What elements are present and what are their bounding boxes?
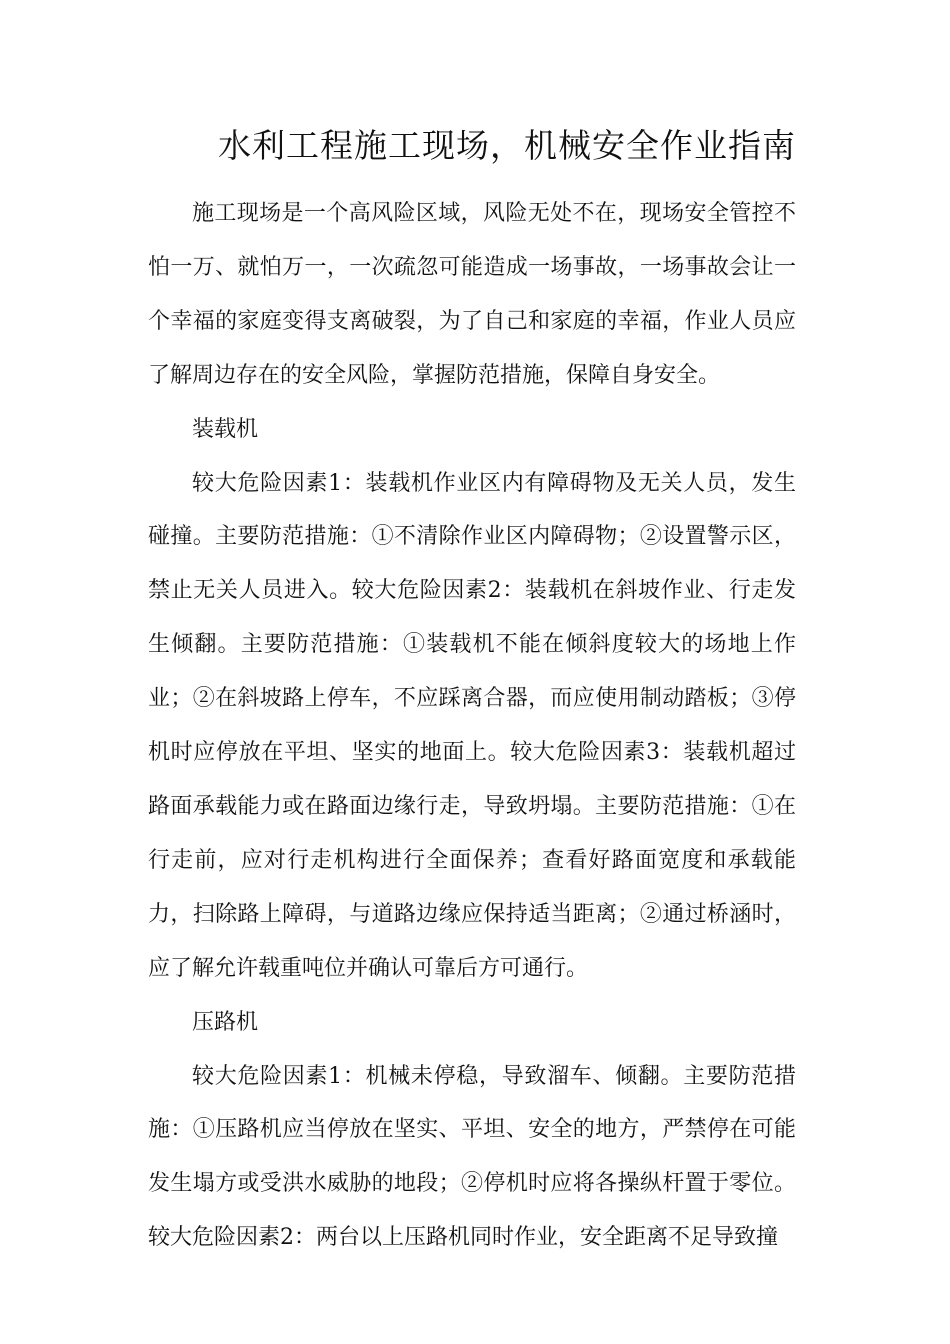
document-page <box>148 0 796 1344</box>
section-heading-loader: 装载机 <box>192 416 259 442</box>
loader-hazards-paragraph: 较大危险因素1：装载机作业区内有障碍物及无关人员，发生碰撞。主要防范措施：①不清除作业区内障碍物；②设置警示区，禁止无关人员进入。较大危险因素2：装载机在斜坡作业、行走发生倾翻。主要防范措施：①装载机不能在倾斜度较大的场地上作业；②在斜坡路上停车，不应踩离合器，而应使用制动踏板；③停机时应停放在平坦、坚实的地面上。较大危险因素3：装载机超过路面承载能力或在路面边缘行走，导致坍塌。主要防范措施：①在行走前，应对行走机构进行全面保养；查看好路面宽度和承载能力，扫除路上障碍，与道路边缘应保持适当距离；②通过桥涵时，应了解允许载重吨位并确认可靠后方可通行。 <box>148 470 796 981</box>
section-heading-roller: 压路机 <box>192 1009 259 1035</box>
intro-paragraph: 施工现场是一个高风险区域，风险无处不在，现场安全管控不怕一万、就怕万一，一次疏忽可能造成一场事故，一场事故会让一个幸福的家庭变得支离破裂，为了自己和家庭的幸福，作业人员应了解周边存在的安全风险，掌握防范措施，保障自身安全。 <box>148 201 796 388</box>
document-body <box>148 187 796 1265</box>
roller-hazards-paragraph: 较大危险因素1：机械未停稳，导致溜车、倾翻。主要防范措施：①压路机应当停放在坚实、平坦、安全的地方，严禁停在可能发生塌方或受洪水威胁的地段；②停机时应将各操纵杆置于零位。较大危险因素2：两台以上压路机同时作业，安全距离不足导致撞 <box>148 1063 796 1251</box>
document-title: 水利工程施工现场，机械安全作业指南 <box>218 126 796 165</box>
